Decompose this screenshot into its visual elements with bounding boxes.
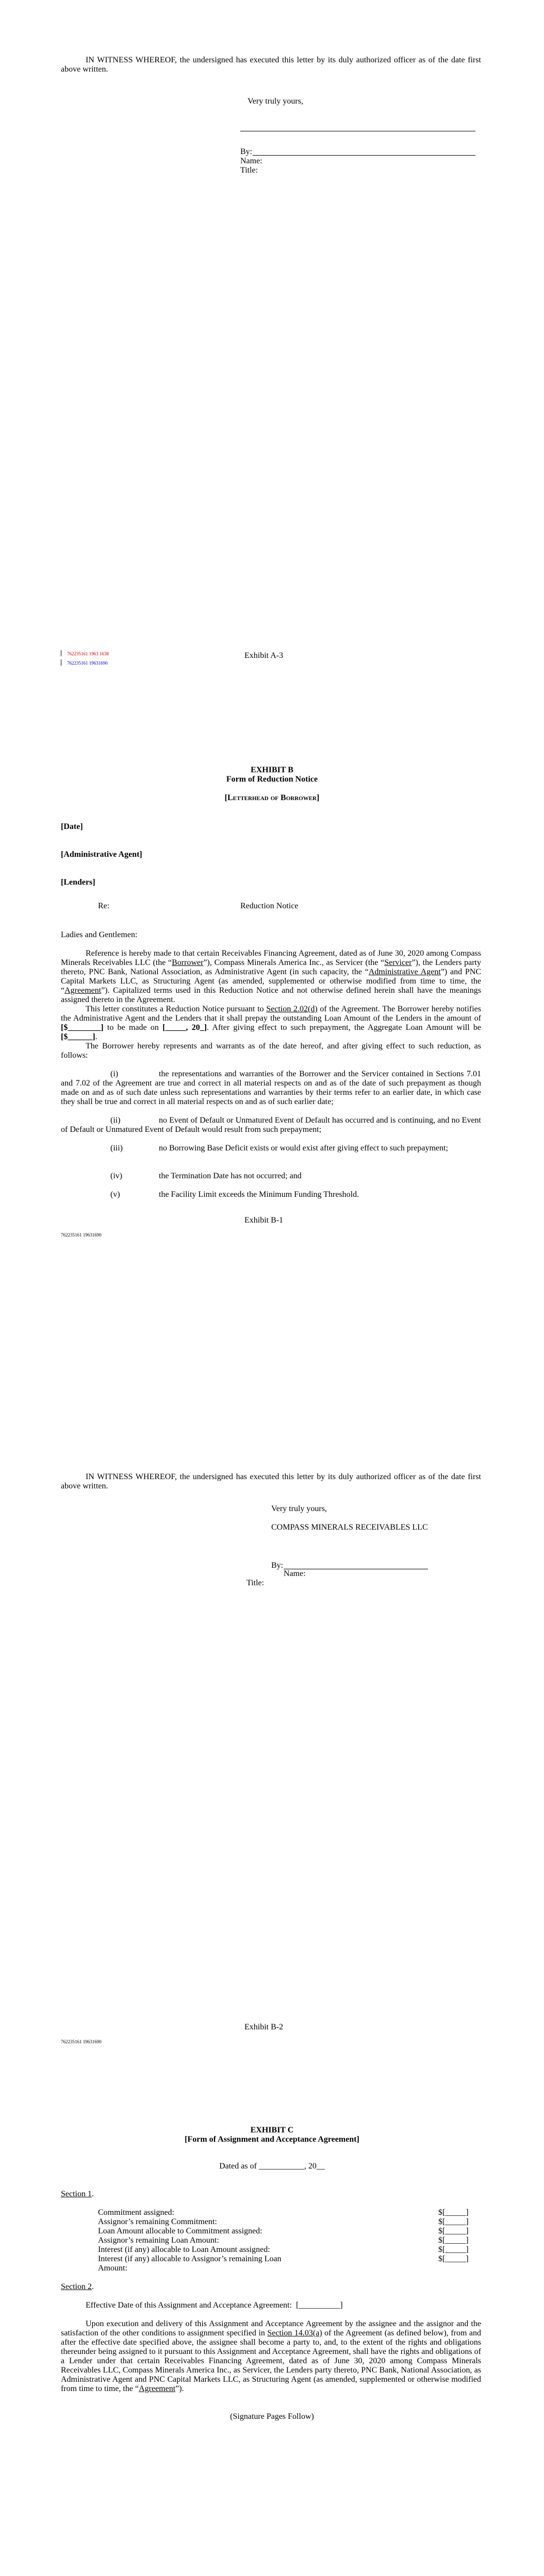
row-label: Commitment assigned: (98, 2208, 174, 2217)
re-text: Reduction Notice (240, 902, 299, 910)
exhibit-footer: Exhibit B-1 (244, 1216, 284, 1225)
name-label: Name: (284, 1569, 306, 1578)
doc-id-blue: 76223516⁠1 19631690 (67, 660, 108, 666)
re-label: Re: (98, 902, 110, 910)
effective-date-line: Effective Date of this Assignment and Acceptance Agreement: [__________] (86, 2301, 343, 2310)
signature-pages-follow: (Signature Pages Follow) (230, 2412, 314, 2421)
doc-id: 76223516⁠1 19631690 (61, 2039, 102, 2044)
reference-paragraph: Reference is hereby made to that certain Receivables Financing Agreement, dated as of June 30, 2020 among Compass Minerals Receivables LLC (the “Borrower”), Compass Minerals America Inc., as Servicer (the “Servicer”), the Lenders party thereto, PNC Bank, National Association, as Administrative Agent (in such capacity, the “Administrative Agent”) and PNC Capital Markets LLC, as Structuring Agent (as amended, supplemented or otherwise modified from time to time, the “Agreement”). Capitalized terms used in this Reduction Notice and not otherwise defined herein shall have the meanings assigned thereto in the Agreement. (61, 949, 482, 1004)
row-label: Interest (if any) allocable to Loan Amount assigned: (98, 2245, 270, 2254)
item-number: (iv) (110, 1172, 123, 1180)
row-label: Loan Amount allocable to Commitment assigned: (98, 2227, 262, 2235)
row-label: Assignor’s remaining Loan Amount: (98, 2236, 219, 2245)
dated-line: Dated as of ___________, 20__ (219, 2162, 325, 2171)
notice-paragraph: This letter constitutes a Reduction Notice pursuant to Section 2.02(d) of the Agreement. The Borrower hereby notifies the Administrative Agent and the Lenders that it shall prepay the outstanding Loan Amount of the Lenders in the amount of [$________] to be made on [_____, 20_]. After giving effect to such prepayment, the Aggregate Loan Amount will be [$______]. (61, 1005, 482, 1041)
exhibit-footer: Exhibit B-2 (244, 2023, 284, 2031)
row-value: $[_____] (438, 2217, 469, 2226)
row-value: $[_____] (438, 2236, 469, 2245)
title-label: Title: (240, 166, 258, 175)
exhibit-footer: Exhibit A-3 (244, 651, 284, 660)
name-label: Name: (240, 157, 262, 165)
item-text: the representations and warranties of the Borrower and the Servicer contained in Sections 7.01 and 7.02 of the Agreement are true and correct in all material respects on and as of the date of such prepayment as though made on and as of such date unless such representations and warranties by their terms refer to an earlier date, in which case they shall be true and correct in all material respects on and as of such earlier date; (61, 1070, 481, 1106)
salutation: Ladies and Gentlemen: (61, 930, 138, 939)
date-placeholder: [Date] (61, 822, 83, 831)
assignment-paragraph: Upon execution and delivery of this Assignment and Acceptance Agreement by the assignee and the assignor and the satisfaction of the other conditions to assignment specified in Section 14.03(a) of the Agreement (as defined below), from and after the effective date specified above, the assignee shall become a party to, and, to the extent of the rights and obligations thereunder being assigned to it pursuant to this Assignment and Acceptance Agreement, shall have the rights and obligations of a Lender under that certain Receivables Financing Agreement, dated as of June 30, 2020 among Compass Minerals Receivables LLC, Compass Minerals America Inc., as Servicer, the Lenders party thereto, PNC Bank, National Association, as Administrative Agent and PNC Capital Markets LLC, as Structuring Agent (as amended, supplemented or otherwise modified from time to time, the “Agreement”). (61, 2319, 481, 2393)
exhibit-heading: EXHIBIT C (250, 2126, 294, 2134)
by-line (253, 155, 475, 156)
item-text: no Borrowing Base Deficit exists or would exist after giving effect to such prepayment; (159, 1144, 448, 1153)
item-number: (ii) (110, 1116, 121, 1125)
item-number: (iii) (110, 1144, 123, 1153)
item-number: (v) (110, 1190, 120, 1199)
row-value: $[_____] (438, 2208, 469, 2217)
row-value: $[_____] (438, 2255, 469, 2263)
witness-paragraph: IN WITNESS WHEREOF, the undersigned has executed this letter by its duly authorized officer as of the date first above written. (61, 1472, 481, 1490)
row-label: Interest (if any) allocable to Assignor’s remaining Loan Amount: (98, 2255, 282, 2273)
row-value: $[_____] (438, 2245, 469, 2254)
form-heading: Form of Reduction Notice (226, 775, 318, 784)
form-heading: [Form of Assignment and Acceptance Agreement] (185, 2135, 359, 2144)
very-truly-yours: Very truly yours, (248, 97, 303, 106)
title-label: Title: (246, 1579, 265, 1587)
section-1-heading: Section 1. (61, 2190, 94, 2198)
by-label: By: (271, 1561, 284, 1570)
company-name: COMPASS MINERALS RECEIVABLES LLC (271, 1523, 428, 1532)
doc-id-red: 76223516⁠1 1963 1638 (67, 651, 109, 656)
item-text: no Event of Default or Unmatured Event of Default has occurred and is continuing, and no Event of Default or Unmatured Event of Default would result from such prepayment; (61, 1116, 481, 1134)
row-value: $[_____] (438, 2227, 469, 2235)
exhibit-heading: EXHIBIT B (251, 766, 293, 774)
admin-agent-placeholder: [Administrative Agent] (61, 850, 142, 859)
row-label: Assignor’s remaining Commitment: (98, 2217, 217, 2226)
doc-id: 76223516⁠1 19631690 (61, 1232, 102, 1238)
very-truly-yours: Very truly yours, (271, 1504, 327, 1513)
item-number: (i) (110, 1070, 119, 1078)
witness-paragraph: IN WITNESS WHEREOF, the undersigned has executed this letter by its duly authorized officer as of the date first above written. (61, 56, 481, 74)
lenders-placeholder: [Lenders] (61, 878, 95, 887)
item-text: the Termination Date has not occurred; and (159, 1172, 302, 1180)
item-text: the Facility Limit exceeds the Minimum Funding Threshold. (159, 1190, 359, 1199)
letterhead: [Letterhead of Borrower] (224, 793, 320, 802)
by-label: By: (240, 147, 253, 156)
represents-paragraph: The Borrower hereby represents and warrants as of the date hereof, and after giving effect to such reduction, as follows: (61, 1042, 481, 1060)
section-2-heading: Section 2. (61, 2282, 94, 2291)
